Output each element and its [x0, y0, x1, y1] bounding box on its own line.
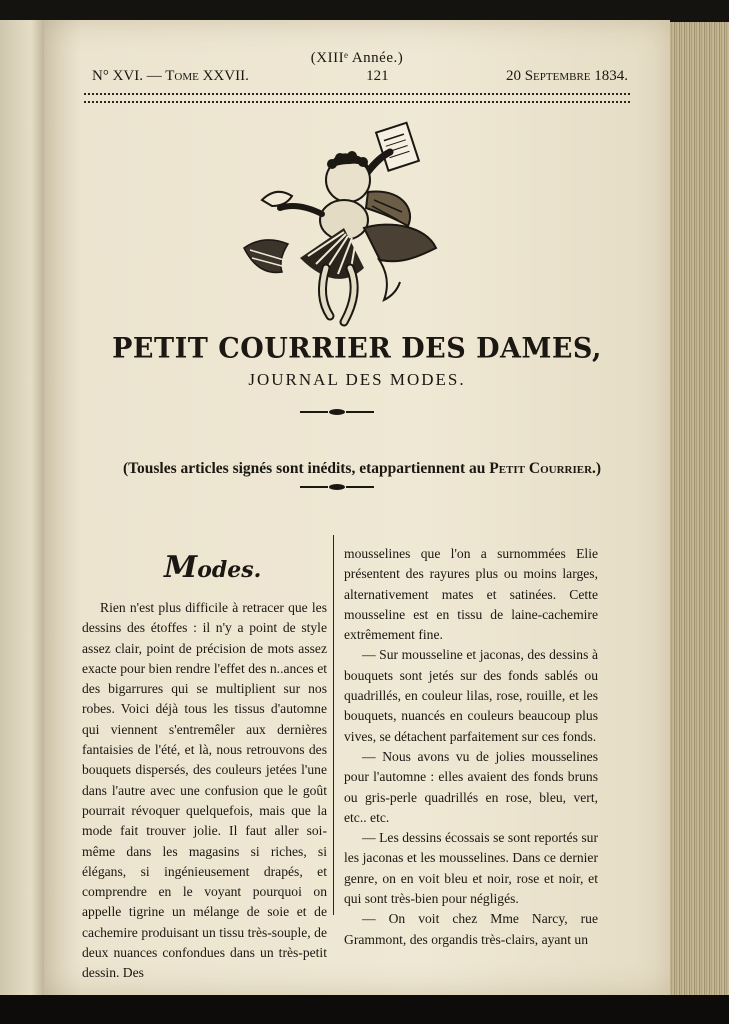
- paragraph: — Sur mousseline et jaconas, des dessins à bouquets sont jetés sur des fonds sablés ou quadrillés, en couleur lilas, rose, rouille, et les bouquets, nuancés en couleurs beaucoup plus vives, se détachent parfaitement sur ces fonds.: [344, 647, 598, 744]
- copyright-notice: [82, 460, 642, 478]
- notice-text: (Tousles articles signés sont inédits, etappartiennent au: [122, 460, 490, 477]
- issue-date: 20 Septembre 1834.: [505, 68, 628, 84]
- paragraph: mousselines que l'on a surnommées Elie présentent des rayures plus ou moins larges, alternativement mates et satinées. Cette mousseline est en tissu de laine-cachemire extrêmement fine.: [344, 546, 598, 643]
- bottom-shadow: [0, 995, 729, 1024]
- section-heading-initial: M: [164, 550, 198, 585]
- paragraph: Rien n'est plus difficile à retracer que les dessins des étoffes : il n'y a point de style assez clair, point de précision de mots assez exacte pour bien rendre l'effet des n..ances et des bigarrures qui se multiplient sur nos robes. Voici déjà tous les tissus d'automne qui viennent s'entremêler aux dernières fantaisies de l'été, et là, nous retrouvons des bouquets dispersés, des couleurs jetées l'une dans l'autre avec une confusion que le goût pourrait révoquer quelquefois, mais que la mode fait trouver jolie. Il faut aller soi-même dans les magasins si riches, si élégans, si ingénieusement drapés, et comprendre en le voyant pourquoi on appelle tigrine un mélange de soie et de cachemire produisant un tissu très-souple, de deux nuances confondues dans un très-petit dessin. Des: [82, 600, 327, 981]
- paragraph: — On voit chez Mme Narcy, rue Grammont, des organdis très-clairs, ayant un: [344, 911, 598, 947]
- journal-subtitle: JOURNAL DES MODES.: [248, 370, 466, 389]
- page-number: 121: [366, 68, 389, 84]
- paragraph: — Nous avons vu de jolies mousselines pour l'automne : elles avaient des fonds bruns ou gris-perle quadrillés en rose, bleu, vert, etc.. etc.: [344, 748, 598, 825]
- facing-page-edge: [0, 20, 44, 995]
- dotted-header-rule: [84, 93, 630, 103]
- notice-close: ): [595, 460, 602, 477]
- column-divider: [333, 535, 334, 915]
- journal-page: [44, 20, 670, 995]
- paragraph: — Les dessins écossais se sont reportés sur les jaconas et les mousselines. Dans ce dernier genre, on en voit bleu et noir, rose et noir, et qui sont très-bien pour négligés.: [344, 830, 598, 907]
- ornamental-rule-icon: [300, 483, 374, 491]
- section-heading: [164, 550, 261, 585]
- article-column-left: [82, 598, 327, 984]
- notice-journal-name: Petit Courrier.: [489, 460, 596, 477]
- year-label: (XIIIᵉ Année.): [310, 50, 404, 66]
- issue-header: [92, 68, 628, 88]
- ornamental-rule-icon: [300, 408, 374, 416]
- section-heading-rest: odes.: [197, 557, 262, 583]
- issue-number: N° XVI. — Tome XXVII.: [92, 68, 249, 84]
- article-column-right: [344, 544, 598, 950]
- journal-title: PETIT COURRIER DES DAMES,: [112, 332, 602, 365]
- cherub-with-newspaper-icon: [240, 108, 440, 328]
- book-page-edges: [670, 22, 729, 997]
